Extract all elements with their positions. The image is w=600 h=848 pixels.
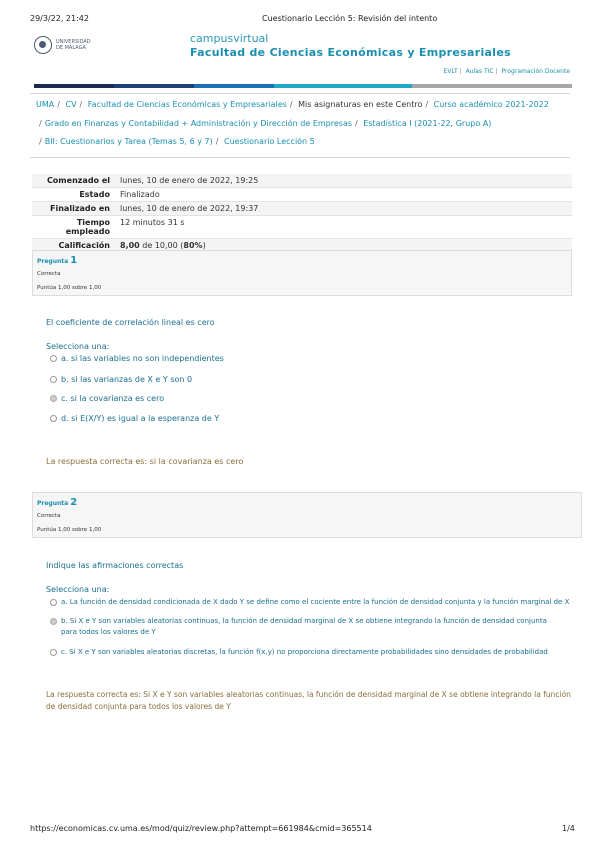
print-datetime: 29/3/22, 21:42 [30,14,89,23]
radio-icon[interactable] [50,415,57,422]
radio-icon[interactable] [50,376,57,383]
question-2-prompt: Selecciona una: [46,585,110,594]
summary-value: 12 minutos 31 s [120,218,185,227]
summary-label: Estado [79,190,110,199]
breadcrumb-quiz[interactable]: Cuestionario Lección 5 [223,137,315,146]
breadcrumb-section[interactable]: BII: Cuestionarios y Tarea (Temas 5, 6 y 7) [44,137,213,146]
summary-value: Finalizado [120,190,160,199]
breadcrumb: UMA / CV / Facultad de Ciencias Económicas y Empresariales / Mis asignaturas en este Centro / Curso académico 2021-2022 [36,100,549,109]
toplink-evlt[interactable]: EVLT [443,68,458,75]
question-2-feedback: La respuesta correcta es: Si X e Y son variables aleatorias continuas, la función de densidad marginal de X se obtiene integrando la función de densidad conjunta para todos los valores de Y [46,690,571,711]
question-2-option-c[interactable]: c. Si X e Y son variables aleatorias discretas, la función f(x,y) no proporciona directamente probabilidades sino densidades de probabilidad [50,648,570,656]
attempt-summary [32,174,572,253]
summary-value: lunes, 10 de enero de 2022, 19:37 [120,204,259,213]
question-1-info [32,250,572,296]
summary-row [32,188,572,202]
question-1-prompt: Selecciona una: [46,342,110,351]
breadcrumb-my-courses: Mis asignaturas en este Centro [298,100,423,109]
breadcrumb-line-3: / BII: Cuestionarios y Tarea (Temas 5, 6 y 7) / Cuestionario Lección 5 [39,137,315,146]
radio-icon[interactable] [50,649,57,656]
top-links: EVLT | Aulas TIC | Programación Docente [443,68,570,75]
brand-color-bar [34,84,572,88]
question-1-status: Correcta [37,271,61,277]
faculty-name[interactable]: Facultad de Ciencias Económicas y Empresariales [190,46,511,59]
summary-value: lunes, 10 de enero de 2022, 19:25 [120,176,259,185]
radio-selected-icon[interactable] [50,618,57,625]
print-page-number: 1/4 [562,824,575,833]
grade-score: 8,00 [120,241,140,250]
question-2-option-b[interactable]: b. Si X e Y son variables aleatorias continuas, la función de densidad marginal de X se obtiene integrando la función de densidad conjunta para todos los valores de Y [50,616,561,638]
question-1-option-c[interactable]: c. si la covarianza es cero [50,394,164,403]
summary-label: Tiempo empleado [65,218,110,236]
question-2-points: Puntúa 1,00 sobre 1,00 [37,527,102,533]
question-1-option-a[interactable]: a. si las variables no son independientes [50,354,224,363]
question-2-option-a[interactable]: a. La función de densidad condicionada de X dado Y se define como el cociente entre la función de densidad conjunta y la función marginal de X [50,598,574,606]
question-1-text: El coeficiente de correlación lineal es cero [46,318,215,327]
breadcrumb-degree[interactable]: Grado en Finanzas y Contabilidad + Administración y Dirección de Empresas [44,119,353,128]
radio-icon[interactable] [50,355,57,362]
question-2-text: Indique las afirmaciones correctas [46,561,184,570]
divider [30,93,570,94]
grade-percent: 80% [183,241,203,250]
logo-text: UNIVERSIDAD DE MÁLAGA [56,39,91,51]
toplink-programacion[interactable]: Programación Docente [501,68,570,75]
question-2-status: Correcta [37,513,61,519]
summary-row [32,216,572,239]
radio-selected-icon[interactable] [50,395,57,402]
breadcrumb-uma[interactable]: UMA [36,100,55,109]
summary-row [32,174,572,188]
summary-row [32,202,572,216]
radio-icon[interactable] [50,599,57,606]
university-seal-icon [34,36,52,54]
question-2-info [32,492,582,538]
grade-label: Calificación [58,241,110,250]
question-1-option-d[interactable]: d. si E(X/Y) es igual a la esperanza de Y [50,414,219,423]
question-1-option-b[interactable]: b. si las varianzas de X e Y son 0 [50,375,192,384]
breadcrumb-faculty[interactable]: Facultad de Ciencias Económicas y Empresariales [87,100,287,109]
university-logo[interactable] [34,36,96,54]
summary-label: Comenzado el [46,176,110,185]
print-title: Cuestionario Lección 5: Revisión del intento [262,14,438,23]
question-1-points: Puntúa 1,00 sobre 1,00 [37,285,102,291]
divider [30,157,570,158]
print-url: https://economicas.cv.uma.es/mod/quiz/review.php?attempt=661984&cmid=365514 [30,824,372,833]
grade-of: de 10,00 ( [139,241,184,250]
toplink-aulas-tic[interactable]: Aulas TIC [465,68,494,75]
breadcrumb-course[interactable]: Estadística I (2021-22, Grupo A) [363,119,492,128]
breadcrumb-line-2: / Grado en Finanzas y Contabilidad + Administración y Dirección de Empresas / Estadística I (2021-22, Grupo A) [39,119,492,128]
breadcrumb-cv[interactable]: CV [65,100,77,109]
question-2-label: Pregunta 2 [37,497,78,508]
breadcrumb-year[interactable]: Curso académico 2021-2022 [433,100,549,109]
question-1-feedback: La respuesta correcta es: si la covarianza es cero [46,457,244,466]
question-1-label: Pregunta 1 [37,255,78,266]
summary-label: Finalizado en [50,204,110,213]
grade-close: ) [202,241,206,250]
site-title[interactable]: campusvirtual [190,32,269,45]
